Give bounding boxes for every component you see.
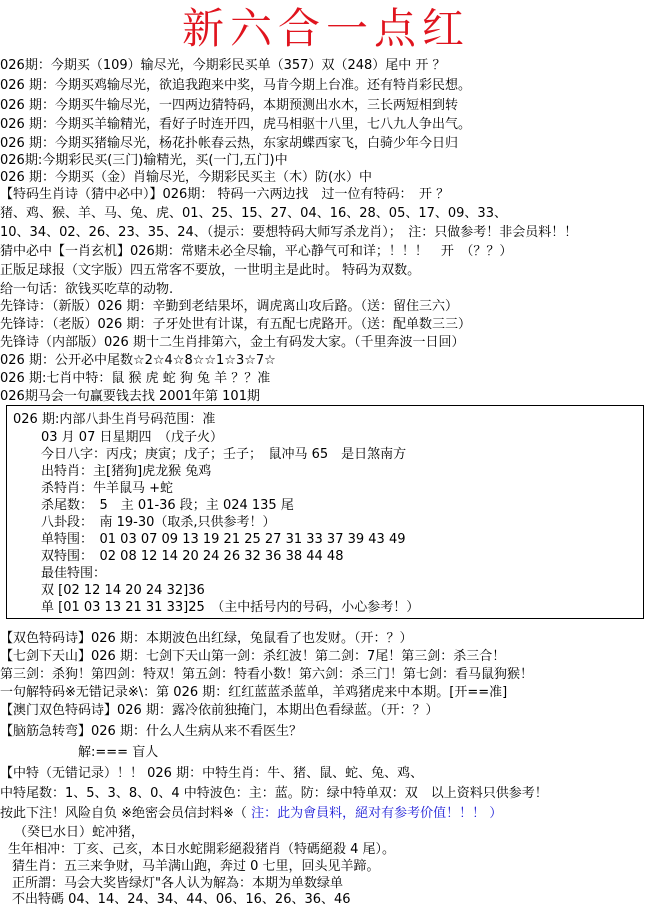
- box-line: 八卦段： 南 19-30（取杀,只供参考！）: [41, 515, 276, 530]
- box-line: 今日八字：丙戌；庚寅；戊子；壬子； 鼠冲马 65 是日煞南方: [41, 447, 407, 462]
- box-line: 出特肖：主[猪狗]虎龙猴 兔鸡: [41, 464, 212, 479]
- text-line: 先锋诗：（新版）026 期：辛勤到老结果坏，调虎离山攻后路。（送：留住三六）: [0, 299, 458, 314]
- box-line: 单特围： 01 03 07 09 13 19 21 25 27 31 33 37 39 43 49: [41, 532, 406, 547]
- text-line: 026 期：今期买鸡输尽光，欲追我跑来中奖，马肯今期上台准。还有特肖彩民想。: [0, 78, 471, 93]
- text-line: 给一句话：欲钱买吃草的动物.: [0, 282, 174, 297]
- box-line: 单 [01 03 13 21 31 33]25 （主中括号内的号码，小心参考！）: [41, 600, 420, 615]
- text-line: 先锋诗：（老版）026 期：子牙处世有计谋，有五配七虎路开。（送：配单数三三）: [0, 317, 471, 332]
- page-title: 新六合一点红: [181, 4, 470, 53]
- box-line: 杀特肖：牛羊鼠马 +蛇: [41, 481, 174, 496]
- text-span: 按此下注！风险自负 ※绝密会员信封料※（: [0, 806, 252, 821]
- text-line: 猜中必中【一肖玄机】026期：常赌未必全尽输，平心静气可和详；！！！ 开 （？？）: [0, 244, 513, 259]
- text-line: 026 期：今期买猪输尽光，杨花扑帐春云热，东家胡蝶西家飞，白骑少年今日归: [0, 136, 458, 151]
- text-line: 026 期：今期买牛输尽光，一四两边猜特码，本期预测出水木，三长两短相到转: [0, 98, 458, 113]
- text-line: [0, 805, 502, 822]
- text-line: 【澳门双色特码诗】026 期：露冷依前独掩门，本期出色看绿蓝。（开：？）: [0, 703, 439, 718]
- text-line: 一句解特码※无错记录※\：第 026 期：红红蓝蓝杀蓝单，羊鸡猪虎来中本期。[开==准]: [0, 685, 508, 700]
- text-line: 【脑筋急转弯】026 期：什么人生病从来不看医生？: [0, 724, 302, 739]
- text-line: 【双色特码诗】026 期：本期波色出红绿，兔鼠看了也发财。（开：？）: [0, 631, 413, 646]
- box-line: 最佳特围：: [41, 566, 107, 581]
- text-line: 026 期：今期买（金）肖输尽光，今期彩民买主（木）防(水）中: [0, 170, 373, 185]
- text-line: 026期马会一句赢要钱去找 2001年第 101期: [0, 389, 260, 404]
- text-line: 生年相冲：丁亥、己亥，本日水蛇開彩絕殺猪肖（特碼絕殺 4 尾）。: [8, 842, 396, 857]
- box-line: 杀尾数： 5 主 01-36 段；主 024 135 尾: [41, 498, 294, 513]
- text-line: 026 期：今期买羊输精光，看好子时连开四，虎马相驱十八里，七八九人争出气。: [0, 117, 471, 132]
- text-line: 026 期：公开必中尾数☆2☆4☆8☆☆1☆3☆7☆: [0, 353, 276, 368]
- text-line: 【七剑下天山】026 期：七剑下天山第一剑：杀红波！第二剑：7尾！第三剑：杀三合！: [0, 649, 506, 664]
- text-line: 026期:今期彩民买(三门)输精光，买(一门,五门)中: [0, 153, 288, 168]
- text-line: 026期：今期买（109）输尽光，今期彩民买单（357）双（248）尾中 开 ？: [0, 58, 446, 73]
- text-line: 正所謂：马会大奖皆绿灯"各人认为解為：本期为单数绿单: [12, 876, 343, 891]
- member-note: 注：此为會員料，絕对有参考价值！！！ ）: [251, 806, 503, 821]
- text-line: 正版足球报（文字版）四五常客不要放，一世明主是此时。 特码为双数。: [0, 263, 421, 278]
- text-line: 不出特碼 04、14、24、34、44、06、16、26、36、46: [12, 892, 351, 907]
- bagua-info-box: [6, 405, 644, 619]
- box-line: 03 月 07 日星期四 （戊子火）: [41, 430, 223, 445]
- text-line: 中特尾数：1、5、3、8、0、4 中特波色：主：蓝。防：绿中特单双：双 以上资料只供参考！: [0, 786, 548, 801]
- box-line: 双特围： 02 08 12 14 20 24 26 32 36 38 44 48: [41, 549, 344, 564]
- text-line: （癸巳水日）蛇冲猪，: [14, 825, 145, 840]
- text-line: 解:=== 盲人: [78, 745, 159, 760]
- text-line: 026 期:七肖中特：鼠 猴 虎 蛇 狗 兔 羊 ？？准: [0, 371, 271, 386]
- text-line: 猪、鸡、猴、羊、马、兔、虎、01、25、15、27、04、16、28、05、17、09、33、: [0, 206, 507, 221]
- text-line: 第三剑：杀狗！第四剑：特双！第五剑：特看小数！第六剑：杀三门！第七剑：看马鼠狗猴！: [0, 667, 534, 682]
- text-line: 10、34、02、26、23、35、24、（提示：要想特码大师写杀龙肖）； 注：只做参考！非会员料！！: [0, 225, 578, 240]
- text-line: 先锋诗（内部版）026 期十二生肖排第六，金土有码发大家。（千里奔波一日回）: [0, 335, 465, 350]
- text-line: 猜生肖：五三来争财，马羊满山跑，奔过 0 七里，回头见羊蹄。: [12, 859, 380, 874]
- box-line: 026 期:内部八卦生肖号码范围：准: [13, 412, 216, 427]
- text-line: 【特码生肖诗（猜中必中）】026期： 特码一六两边找 过一位有特码： 开 ？: [0, 187, 450, 202]
- text-line: 【中特（无错记录）！！ 026 期：中特生肖：牛、猪、鼠、蛇、兔、鸡、: [0, 766, 424, 781]
- box-line: 双 [02 12 14 20 24 32]36: [41, 583, 205, 598]
